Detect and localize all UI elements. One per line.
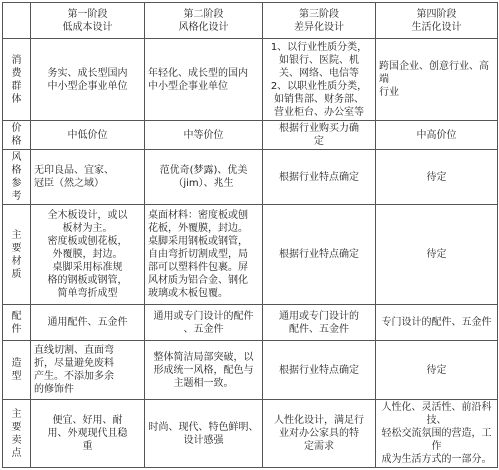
cell-line: 无印良品、宜家、	[34, 165, 114, 176]
row-price	[3, 121, 498, 150]
cell-line: 板材为主。	[62, 223, 113, 234]
stage-1-title: 低成本设计	[62, 21, 113, 33]
cell-line: 营业柜台、办公室等	[274, 106, 364, 118]
row-label-char: 考	[11, 191, 22, 202]
cell-line: 重	[82, 441, 93, 452]
row-label-char: 体	[11, 93, 22, 105]
cell-style-stage-1	[31, 150, 145, 205]
cell-line: 务实、成长型国内	[47, 67, 128, 79]
cell-line: 中小型企事业单位	[148, 80, 228, 92]
row-main-material	[3, 205, 498, 305]
cell-style-stage-4	[376, 150, 498, 205]
cell-line: 成为生活方式的一部分。	[381, 454, 492, 465]
cell-line: 年轻化、成长型的国内	[148, 67, 248, 79]
cell-line: 中等价位	[183, 129, 224, 141]
row-label-char: 配	[11, 310, 22, 322]
cell-line: 冠臣（然之域）	[34, 178, 104, 189]
cell-shape-stage-1	[31, 341, 145, 400]
row-label-char: 材	[11, 255, 22, 267]
stage-3-number: 第三阶段	[299, 8, 339, 20]
row-label-char: 群	[11, 80, 22, 92]
cell-line: 待定	[426, 364, 447, 376]
cell-line: 花板，外覆膜，封边。	[148, 223, 248, 234]
cell-price-stage-3	[263, 121, 376, 150]
cell-line: （jim）、兆生	[173, 178, 234, 189]
cell-material-stage-1	[31, 205, 145, 305]
cell-line: 风材质为铝合金、钢化	[148, 275, 248, 286]
cell-accessories-stage-2	[145, 305, 263, 341]
cell-line: 通用配件、五金件	[47, 317, 128, 328]
cell-line: 关、网络、电信等	[279, 67, 359, 79]
cell-accessories-stage-1	[31, 305, 145, 341]
header-row	[3, 3, 498, 39]
cell-line: 2、以职业性质分类，	[270, 80, 368, 92]
row-label-char: 参	[11, 178, 22, 189]
cell-line: 密度板或刨花板，	[47, 236, 128, 247]
cell-line: 跨国企业、创意行业、高端	[379, 61, 489, 85]
cell-material-stage-3	[263, 205, 376, 305]
row-label-consumer-group	[3, 39, 31, 121]
cell-line: 人性化设计，满足行	[274, 415, 364, 426]
row-label-selling-points	[3, 400, 31, 468]
stage-1-number: 第一阶段	[67, 8, 108, 20]
cell-line: 待定	[426, 249, 447, 260]
cell-consumer-stage-1	[31, 39, 145, 121]
cell-selling-stage-2	[145, 400, 263, 468]
stage-3-title: 差异化设计	[294, 21, 344, 33]
cell-line: 中小型企事业单位	[47, 80, 128, 92]
cell-consumer-stage-3	[263, 39, 376, 121]
cell-line: 待定	[426, 171, 447, 183]
cell-price-stage-4	[376, 121, 498, 150]
cell-line: 专门设计的配件、五金件	[381, 317, 492, 328]
cell-line: 根据行业特点确定	[279, 364, 359, 376]
cell-selling-stage-4	[376, 400, 498, 468]
row-label-char: 风	[11, 152, 22, 163]
cell-line: 的修饰件	[34, 384, 74, 395]
cell-line: 通用或专门设计的	[279, 310, 359, 322]
cell-style-stage-2	[145, 150, 263, 205]
cell-line: 如银行、医院、机	[279, 54, 359, 66]
cell-line: 轻松交流氛围的营造，工作	[381, 428, 492, 452]
cell-line: 配件、五金件	[289, 323, 349, 335]
cell-line: 直线切割、直面弯	[34, 345, 114, 356]
row-label-style-reference	[3, 150, 31, 205]
cell-line: 外覆膜，封边。	[52, 249, 123, 260]
row-label-char: 型	[11, 371, 22, 382]
stage-4-number: 第四阶段	[416, 8, 457, 20]
stage-comparison-table	[2, 2, 498, 468]
cell-line: 业对办公家具的特	[279, 428, 359, 439]
cell-line: 便宜、好用、耐	[52, 415, 123, 426]
row-shape	[3, 341, 498, 400]
cell-line: 折，尽量避免废料	[34, 358, 114, 369]
cell-line: 、五金件	[183, 323, 224, 335]
cell-line: 整体简洁局部突破，以	[153, 351, 254, 363]
cell-consumer-stage-2	[145, 39, 263, 121]
cell-line: 形成统一风格，配色与	[153, 364, 254, 376]
cell-shape-stage-4	[376, 341, 498, 400]
cell-line: 根据行业特点确定	[279, 171, 359, 183]
cell-price-stage-1	[31, 121, 145, 150]
cell-line: 部可以塑料件包裹。屏	[148, 262, 248, 273]
cell-line: 如销售部、财务部、	[274, 93, 364, 105]
row-selling-points	[3, 400, 498, 468]
cell-line: 用、外观现代且稳	[47, 428, 128, 439]
row-style-reference	[3, 150, 498, 205]
cell-style-stage-3	[263, 150, 376, 205]
cell-line: 人性化、灵活性、前沿科技、	[381, 402, 492, 426]
row-label-char: 要	[11, 421, 22, 433]
cell-line: 通用或专门设计的配件	[153, 310, 254, 322]
cell-selling-stage-1	[31, 400, 145, 468]
stage-2-title: 风格化设计	[178, 21, 229, 33]
stage-4-header	[376, 3, 498, 39]
row-label-char: 质	[11, 268, 22, 280]
row-label-char: 费	[11, 67, 22, 79]
stage-2-header	[145, 3, 263, 39]
row-label-char: 价	[11, 123, 22, 134]
cell-accessories-stage-3	[263, 305, 376, 341]
cell-line: 桌脚采用钢板或钢管，	[148, 236, 248, 247]
row-label-char: 造	[11, 358, 22, 369]
cell-material-stage-4	[376, 205, 498, 305]
cell-line: 桌面材料：密度板或刨	[148, 210, 248, 221]
row-label-char: 格	[11, 165, 22, 176]
row-label-char: 卖	[11, 434, 22, 446]
cell-material-stage-2	[145, 205, 263, 305]
cell-line: 定需求	[304, 441, 334, 452]
cell-line: 根据行业特点确定	[279, 249, 359, 260]
row-accessories	[3, 305, 498, 341]
row-label-shape	[3, 341, 31, 400]
row-label-main-material	[3, 205, 31, 305]
cell-line: 中高价位	[416, 129, 457, 141]
row-label-char: 主	[11, 408, 22, 420]
row-label-price	[3, 121, 31, 150]
cell-shape-stage-2	[145, 341, 263, 400]
row-label-char: 主	[11, 229, 22, 241]
row-label-char: 要	[11, 242, 22, 254]
cell-line: 产生。不添加多余	[34, 371, 114, 382]
cell-shape-stage-3	[263, 341, 376, 400]
stage-3-header	[263, 3, 376, 39]
cell-price-stage-2	[145, 121, 263, 150]
stage-4-title: 生活化设计	[411, 21, 462, 33]
cell-consumer-stage-4	[376, 39, 498, 121]
row-label-char: 点	[11, 447, 22, 459]
cell-line: 桌脚采用标准规	[52, 262, 123, 273]
cell-line: 根据行业购买力确	[279, 123, 359, 134]
cell-line: 简单弯折成型	[57, 288, 118, 299]
stage-1-header	[31, 3, 145, 39]
cell-line: 定	[314, 136, 324, 147]
cell-line: 自由弯折切割成型，局	[148, 249, 248, 260]
corner-cell	[3, 3, 31, 39]
row-label-char: 消	[11, 54, 22, 66]
cell-line: 中低价位	[67, 129, 108, 141]
cell-line: 1、以行业性质分类，	[270, 41, 368, 53]
cell-accessories-stage-4	[376, 305, 498, 341]
row-label-accessories	[3, 305, 31, 341]
cell-line: 行业	[379, 87, 399, 98]
cell-line: 玻璃或木板包覆。	[148, 288, 228, 299]
cell-selling-stage-3	[263, 400, 376, 468]
cell-line: 格的钢板或钢管，	[47, 275, 128, 286]
row-label-char: 件	[11, 323, 22, 335]
cell-line: 主题相一致。	[173, 377, 234, 389]
row-consumer-group	[3, 39, 498, 121]
cell-line: 全木板设计，或以	[47, 210, 128, 221]
cell-line: 范优奇(梦露)、优美	[159, 165, 248, 176]
row-label-char: 格	[11, 136, 22, 147]
cell-line: 设计感强	[183, 434, 224, 446]
cell-line: 时尚、现代、特色鲜明、	[148, 421, 259, 433]
stage-2-number: 第二阶段	[183, 8, 224, 20]
